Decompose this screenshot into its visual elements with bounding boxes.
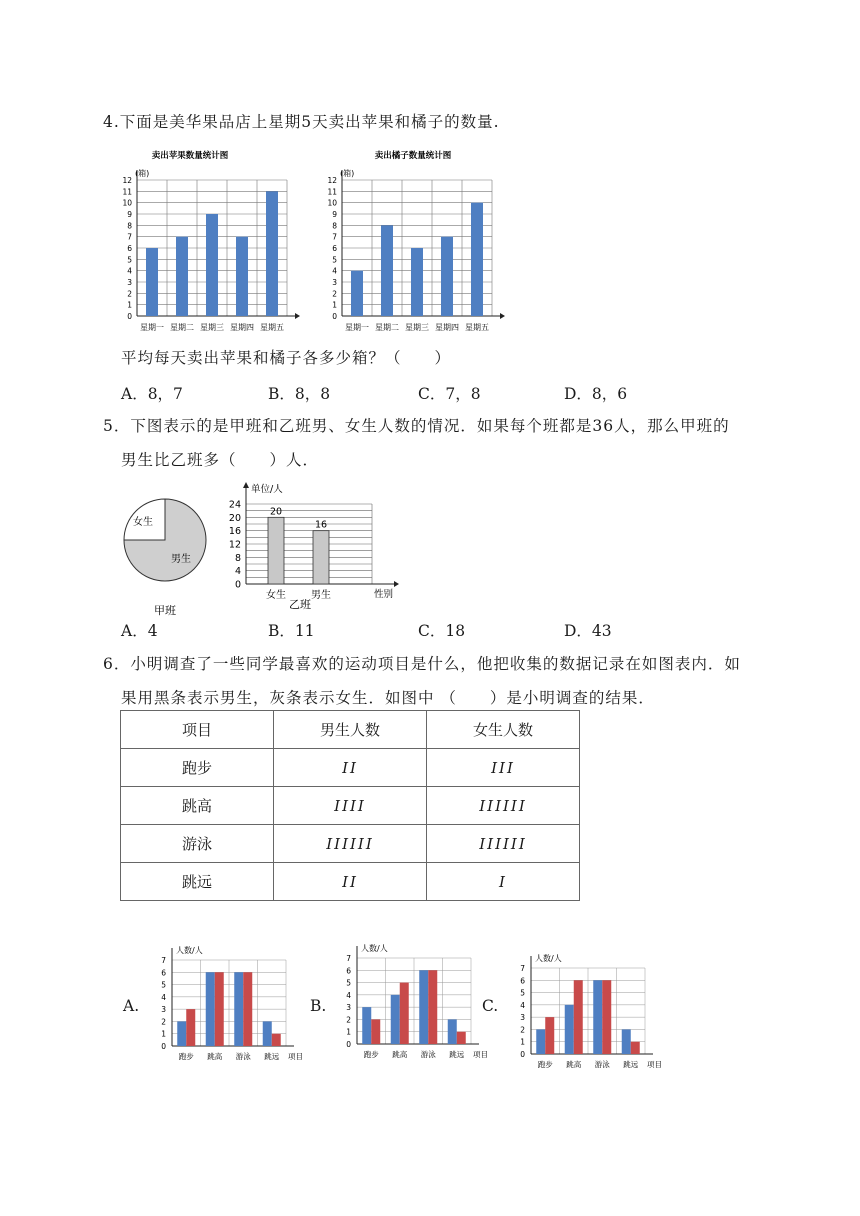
x-tick-label: 游泳 bbox=[420, 1050, 436, 1059]
q5-option-d[interactable]: D．43 bbox=[564, 622, 612, 640]
x-axis-name: 性别 bbox=[374, 589, 394, 600]
table-row bbox=[121, 825, 580, 863]
bar bbox=[593, 980, 602, 1054]
bar bbox=[351, 271, 363, 316]
x-tick-label: 跳高 bbox=[566, 1060, 582, 1069]
pie-label-boys: 男生 bbox=[171, 554, 191, 565]
bar bbox=[536, 1029, 545, 1054]
option-c-grouped-bar-chart[interactable] bbox=[507, 950, 673, 1072]
x-tick-label: 星期一 bbox=[140, 323, 164, 332]
bar bbox=[448, 1019, 457, 1044]
y-tick-label: 2 bbox=[520, 1025, 525, 1035]
y-tick-label: 11 bbox=[327, 187, 337, 197]
y-tick-label: 1 bbox=[161, 1029, 166, 1039]
pie-caption: 甲班 bbox=[154, 604, 176, 617]
table-cell: III bbox=[427, 749, 580, 787]
bar bbox=[419, 970, 428, 1044]
y-tick-label: 12 bbox=[122, 176, 132, 185]
q5-stem-line2: 男生比乙班多（ ）人． bbox=[121, 451, 320, 469]
y-tick-label: 1 bbox=[346, 1027, 351, 1037]
bar bbox=[243, 972, 252, 1046]
chart-caption: 乙班 bbox=[289, 598, 311, 611]
bar bbox=[206, 972, 215, 1046]
apples-bar-chart bbox=[115, 148, 315, 340]
x-tick-label: 星期三 bbox=[200, 323, 224, 332]
y-tick-label: 8 bbox=[234, 552, 241, 564]
q4-question: 平均每天卖出苹果和橘子各多少箱？（ ） bbox=[121, 349, 452, 367]
x-axis-arrow bbox=[394, 581, 399, 587]
y-tick-label: 4 bbox=[332, 266, 337, 276]
bar bbox=[428, 970, 437, 1044]
y-axis-unit: 单位/人 bbox=[251, 484, 283, 495]
bar bbox=[206, 214, 218, 316]
y-tick-label: 4 bbox=[161, 992, 166, 1002]
y-tick-label: 7 bbox=[346, 954, 351, 963]
bar bbox=[441, 237, 453, 316]
q4-option-d[interactable]: D．8，6 bbox=[564, 385, 628, 403]
x-tick-label: 女生 bbox=[266, 590, 286, 601]
bar bbox=[471, 203, 483, 316]
y-tick-label: 0 bbox=[161, 1042, 166, 1051]
table-cell: 游泳 bbox=[121, 825, 274, 863]
q5-option-c[interactable]: C．18 bbox=[418, 622, 466, 640]
table-header-cell: 男生人数 bbox=[274, 711, 427, 749]
x-tick-label: 跑步 bbox=[363, 1050, 379, 1059]
y-tick-label: 6 bbox=[127, 244, 132, 253]
y-tick-label: 16 bbox=[228, 526, 241, 538]
bar bbox=[631, 1042, 640, 1054]
table-row bbox=[121, 863, 580, 901]
bar bbox=[176, 237, 188, 316]
x-tick-label: 游泳 bbox=[235, 1052, 251, 1061]
y-tick-label: 24 bbox=[228, 499, 241, 511]
bar bbox=[545, 1017, 554, 1054]
y-tick-label: 6 bbox=[346, 966, 351, 976]
y-tick-label: 0 bbox=[127, 312, 132, 321]
bar bbox=[391, 995, 400, 1044]
y-tick-label: 0 bbox=[520, 1050, 525, 1059]
y-tick-label: 9 bbox=[332, 210, 337, 219]
table-cell: IIIIII bbox=[427, 787, 580, 825]
bar bbox=[381, 225, 393, 316]
option-b-grouped-bar-chart[interactable] bbox=[333, 940, 488, 1064]
y-tick-label: 7 bbox=[520, 964, 525, 973]
y-tick-label: 7 bbox=[161, 956, 166, 965]
bar bbox=[266, 191, 278, 316]
y-tick-label: 8 bbox=[332, 221, 337, 231]
bar bbox=[272, 1034, 281, 1046]
y-tick-label: 5 bbox=[127, 255, 132, 265]
table-cell: 跳高 bbox=[121, 787, 274, 825]
chart-title: 卖出苹果数量统计图 bbox=[151, 151, 229, 161]
y-tick-label: 2 bbox=[127, 289, 132, 299]
y-tick-label: 7 bbox=[332, 232, 337, 242]
table-header-cell: 项目 bbox=[121, 711, 274, 749]
x-tick-label: 跳高 bbox=[207, 1052, 223, 1061]
y-tick-label: 1 bbox=[332, 300, 337, 310]
bar bbox=[362, 1007, 371, 1044]
y-axis-unit: (箱) bbox=[135, 169, 150, 178]
y-axis-unit: 人数/人 bbox=[361, 944, 388, 953]
table-cell: IIIIII bbox=[274, 825, 427, 863]
x-axis-name: 项目 bbox=[288, 1052, 303, 1061]
y-tick-label: 11 bbox=[122, 187, 132, 197]
y-tick-label: 3 bbox=[520, 1013, 525, 1023]
y-axis-unit: 人数/人 bbox=[176, 946, 203, 955]
y-tick-label: 3 bbox=[127, 278, 132, 287]
bar bbox=[236, 237, 248, 316]
y-tick-label: 4 bbox=[127, 266, 132, 276]
bar bbox=[371, 1019, 380, 1044]
y-tick-label: 7 bbox=[127, 232, 132, 242]
x-tick-label: 星期五 bbox=[260, 323, 284, 332]
bar bbox=[263, 1021, 272, 1046]
y-tick-label: 0 bbox=[234, 579, 241, 591]
tally-table bbox=[120, 710, 580, 901]
table-header-cell: 女生人数 bbox=[427, 711, 580, 749]
q4-option-b[interactable]: B．8，8 bbox=[268, 385, 331, 403]
bar bbox=[215, 972, 224, 1046]
x-tick-label: 游泳 bbox=[594, 1060, 610, 1069]
y-tick-label: 6 bbox=[520, 976, 525, 986]
y-tick-label: 5 bbox=[520, 988, 525, 998]
table-cell: IIII bbox=[274, 787, 427, 825]
table-header-row bbox=[121, 711, 580, 749]
option-a-grouped-bar-chart[interactable] bbox=[148, 942, 303, 1064]
table-row bbox=[121, 787, 580, 825]
x-tick-label: 男生 bbox=[311, 590, 331, 601]
bar bbox=[457, 1032, 466, 1044]
oranges-bar-chart bbox=[320, 148, 520, 340]
class-yi-bar-chart bbox=[222, 480, 402, 616]
y-tick-label: 6 bbox=[161, 968, 166, 978]
y-tick-label: 10 bbox=[327, 198, 337, 208]
table-cell: II bbox=[274, 749, 427, 787]
bar bbox=[268, 517, 284, 584]
q6-option-c-label[interactable]: C. bbox=[482, 997, 499, 1015]
bar bbox=[565, 1005, 574, 1054]
y-tick-label: 1 bbox=[127, 300, 132, 310]
x-tick-label: 跳远 bbox=[264, 1052, 280, 1061]
x-tick-label: 跳远 bbox=[449, 1050, 465, 1059]
y-tick-label: 4 bbox=[520, 1000, 525, 1010]
x-tick-label: 星期三 bbox=[405, 323, 429, 332]
y-tick-label: 4 bbox=[234, 566, 241, 578]
bar bbox=[574, 980, 583, 1054]
y-tick-label: 6 bbox=[332, 244, 337, 253]
x-axis-arrow bbox=[295, 313, 300, 319]
x-tick-label: 跳高 bbox=[392, 1050, 408, 1059]
bar bbox=[602, 980, 611, 1054]
table-row bbox=[121, 749, 580, 787]
bar bbox=[186, 1009, 195, 1046]
y-tick-label: 4 bbox=[346, 990, 351, 1000]
x-tick-label: 跑步 bbox=[178, 1052, 194, 1061]
x-tick-label: 星期四 bbox=[435, 323, 459, 332]
q5-stem-line1: 5．下图表示的是甲班和乙班男、女生人数的情况．如果每个班都是36人，那么甲班的 bbox=[103, 417, 730, 435]
y-tick-label: 9 bbox=[127, 210, 132, 219]
y-tick-label: 0 bbox=[332, 312, 337, 321]
x-tick-label: 星期五 bbox=[465, 323, 489, 332]
y-tick-label: 1 bbox=[520, 1037, 525, 1047]
y-tick-label: 5 bbox=[346, 978, 351, 988]
y-tick-label: 2 bbox=[332, 289, 337, 299]
x-axis-name: 项目 bbox=[473, 1050, 488, 1059]
q6-option-b-label[interactable]: B. bbox=[310, 997, 327, 1015]
q4-option-a[interactable]: A．8，7 bbox=[121, 385, 183, 403]
y-tick-label: 2 bbox=[346, 1015, 351, 1025]
y-axis-unit: 人数/人 bbox=[535, 954, 562, 963]
x-tick-label: 星期四 bbox=[230, 323, 254, 332]
x-tick-label: 跑步 bbox=[537, 1060, 553, 1069]
q6-stem-line2: 果用黑条表示男生，灰条表示女生．如图中 （ ）是小明调查的结果． bbox=[121, 689, 655, 707]
y-tick-label: 8 bbox=[127, 221, 132, 231]
y-tick-label: 5 bbox=[161, 980, 166, 990]
x-axis-arrow bbox=[500, 313, 505, 319]
x-tick-label: 星期二 bbox=[170, 323, 194, 332]
bar bbox=[146, 248, 158, 316]
data-label: 20 bbox=[269, 506, 283, 518]
table-cell: I bbox=[427, 863, 580, 901]
y-tick-label: 3 bbox=[346, 1003, 351, 1013]
x-tick-label: 星期一 bbox=[345, 323, 369, 332]
pie-label-girls: 女生 bbox=[133, 517, 153, 528]
y-tick-label: 12 bbox=[228, 539, 241, 551]
y-tick-label: 2 bbox=[161, 1017, 166, 1027]
q5-option-a[interactable]: A．4 bbox=[121, 622, 158, 640]
q4-stem: 4.下面是美华果品店上星期5天卖出苹果和橘子的数量. bbox=[103, 113, 500, 131]
y-tick-label: 10 bbox=[122, 198, 132, 208]
y-axis-unit: (箱) bbox=[340, 169, 355, 178]
y-tick-label: 12 bbox=[327, 176, 337, 185]
table-cell: 跳远 bbox=[121, 863, 274, 901]
bar bbox=[400, 983, 409, 1044]
q5-option-b[interactable]: B．11 bbox=[268, 622, 315, 640]
y-tick-label: 3 bbox=[161, 1005, 166, 1015]
y-tick-label: 0 bbox=[346, 1040, 351, 1049]
y-axis-arrow bbox=[243, 482, 249, 488]
y-tick-label: 3 bbox=[332, 278, 337, 287]
bar bbox=[177, 1021, 186, 1046]
table-cell: 跑步 bbox=[121, 749, 274, 787]
x-tick-label: 跳远 bbox=[623, 1060, 639, 1069]
table-cell: IIIIII bbox=[427, 825, 580, 863]
x-tick-label: 星期二 bbox=[375, 323, 399, 332]
bar bbox=[411, 248, 423, 316]
q6-option-a-label[interactable]: A. bbox=[123, 997, 140, 1015]
bar bbox=[234, 972, 243, 1046]
chart-title: 卖出橘子数量统计图 bbox=[374, 151, 452, 161]
q4-option-c[interactable]: C．7，8 bbox=[418, 385, 481, 403]
bar bbox=[313, 531, 329, 584]
bar bbox=[622, 1029, 631, 1054]
x-axis-name: 项目 bbox=[647, 1060, 662, 1069]
data-label: 16 bbox=[314, 519, 328, 531]
class-jia-pie-chart bbox=[115, 488, 215, 618]
y-tick-label: 5 bbox=[332, 255, 337, 265]
q6-stem-line1: 6．小明调查了一些同学最喜欢的运动项目是什么，他把收集的数据记录在如图表内．如 bbox=[103, 655, 741, 673]
y-tick-label: 20 bbox=[228, 512, 241, 524]
table-cell: II bbox=[274, 863, 427, 901]
